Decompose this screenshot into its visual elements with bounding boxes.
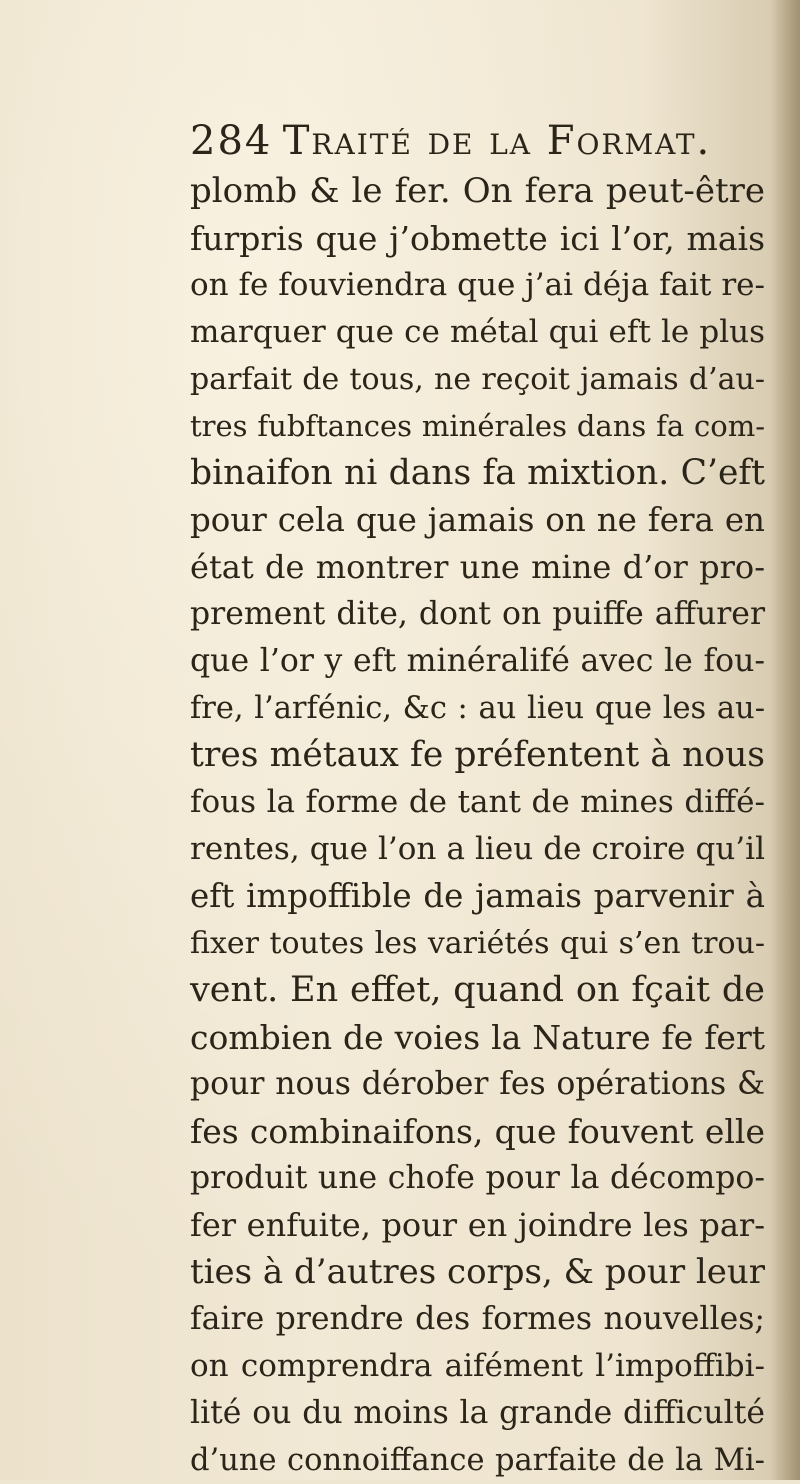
text-line: on fe fouviendra que j’ai déja fait re- — [190, 267, 765, 303]
text-line: faire prendre des formes nouvelles; — [190, 1301, 765, 1337]
text-line: plomb & le fer. On fera peut-être — [190, 171, 765, 211]
text-line: fer enfuite, pour en joindre les par- — [190, 1206, 765, 1244]
text-line: rentes, que l’on a lieu de croire qu’il — [190, 831, 765, 867]
text-line: binaifon ni dans fa mixtion. C’eft — [190, 453, 765, 493]
page-edge-shadow — [772, 0, 800, 1480]
text-line: que l’or y eft minéralifé avec le fou- — [190, 643, 765, 679]
text-line: fes combinaifons, que fouvent elle — [190, 1112, 765, 1151]
text-line: pour nous dérober fes opérations & — [190, 1066, 765, 1102]
text-line: fre, l’arfénic, &c : au lieu que les au- — [190, 691, 765, 726]
page-number: 284 — [190, 118, 273, 164]
text-line: tres métaux fe préfentent à nous — [190, 735, 765, 775]
text-line: vent. En effet, quand on fçait de — [190, 970, 765, 1010]
text-line: tres fubftances minérales dans fa com- — [190, 409, 765, 443]
text-line: lité ou du moins la grande difficulté — [190, 1395, 765, 1431]
text-line: produit une chofe pour la décompo- — [190, 1160, 765, 1196]
text-line: d’une connoiffance parfaite de la Mi- — [190, 1443, 765, 1478]
text-line: pour cela que jamais on ne fera en — [190, 501, 765, 539]
body-text — [190, 168, 765, 1484]
text-line: furpris que j’obmette ici l’or, mais — [190, 219, 765, 258]
text-line: on comprendra aifément l’impoffibi- — [190, 1348, 765, 1384]
text-line: prement dite, dont on puiffe affurer — [190, 596, 765, 632]
text-line: parfait de tous, ne reçoit jamais d’au- — [190, 362, 765, 397]
text-line: combien de voies la Nature fe fert — [190, 1018, 765, 1057]
text-line: fixer toutes les variétés qui s’en trou- — [190, 926, 765, 961]
text-line: fous la forme de tant de mines diffé- — [190, 784, 765, 820]
text-line: eft impoffible de jamais parvenir à — [190, 877, 765, 915]
text-line: ties à d’autres corps, & pour leur — [190, 1252, 766, 1292]
text-line: marquer que ce métal qui eft le plus — [190, 314, 765, 350]
text-line: état de montrer une mine d’or pro- — [190, 548, 765, 586]
running-title: Traité de la Format. — [282, 118, 712, 164]
